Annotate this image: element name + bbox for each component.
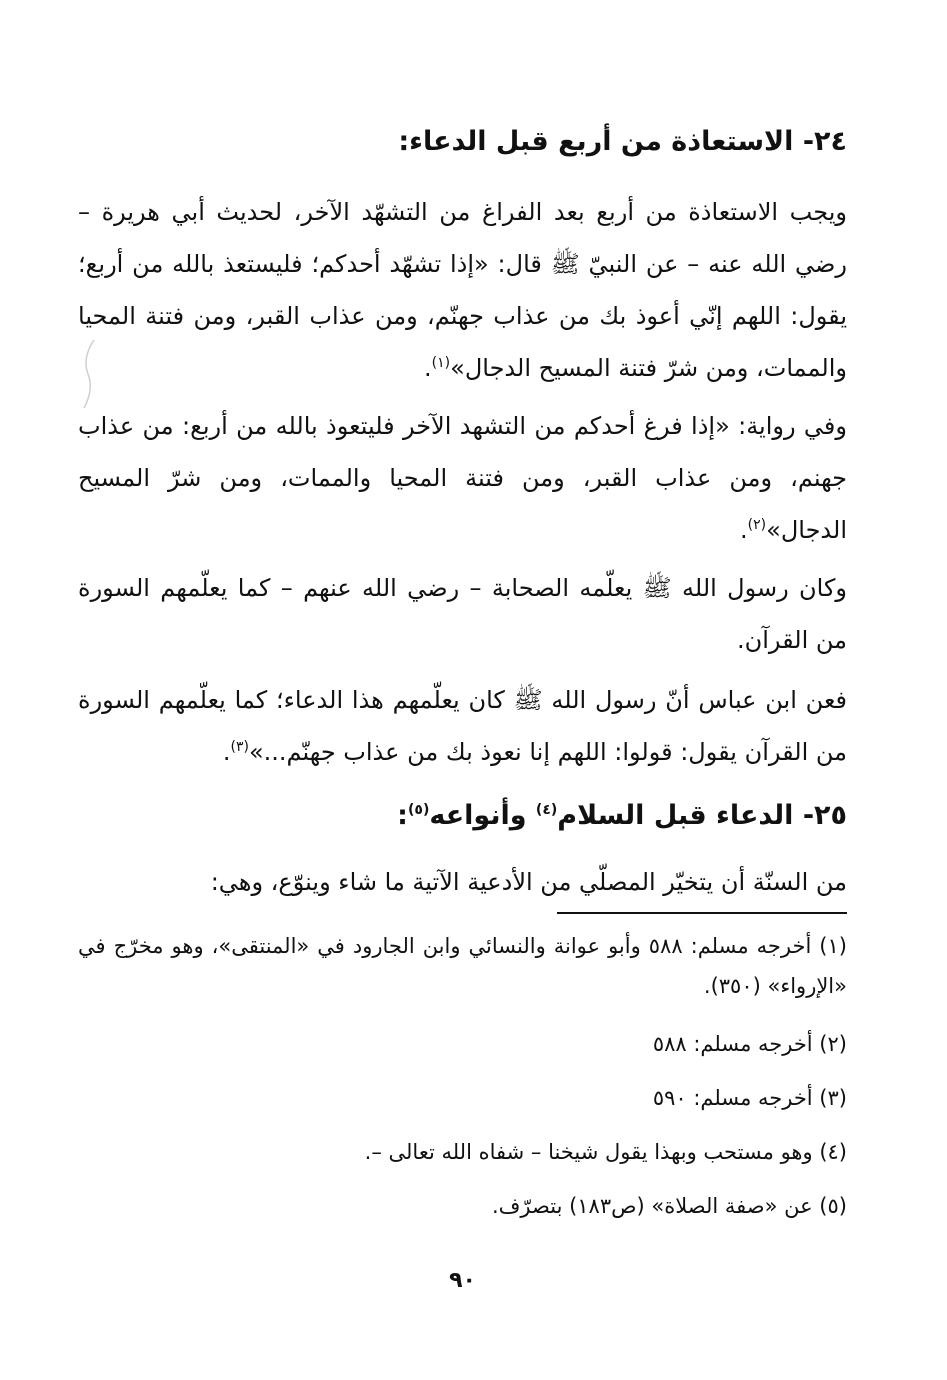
paragraph-3-text: وكان رسول الله ﷺ يعلّمه الصحابة – رضي الله عنهم – كما يعلّمهم السورة من القرآن. [78,574,847,654]
footnote-4: (٤) وهو مستحب وبهذا يقول شيخنا – شفاه الله تعالى –. [364,1140,847,1164]
paragraph-4 [78,674,847,778]
heading-25-main: ٢٥- الدعاء قبل السلام [557,800,847,831]
heading-25-mid: وأنواعه [429,800,536,831]
paragraph-1 [78,186,847,394]
section-heading-25 [78,796,847,836]
book-page [78,0,847,1380]
footnote-ref-1: (١) [431,355,451,371]
paragraph-5: من السنّة أن يتخيّر المصلّي من الأدعية الآتية ما شاء وينوّع، وهي: [210,868,847,896]
section-heading-24: ٢٤- الاستعاذة من أربع قبل الدعاء: [398,126,847,157]
page-number: ٩٠ [449,1268,476,1293]
heading-25-end: : [397,800,408,831]
footnote-ref-5: (٥) [407,802,430,818]
footnote-3: (٣) أخرجه مسلم: ٥٩٠ [652,1086,847,1110]
footnote-1: (١) أخرجه مسلم: ٥٨٨ وأبو عوانة والنسائي وابن الجارود في «المنتقى»، وهو مخرّج في «الإرواء» (٣٥٠). [78,934,847,998]
margin-bracket-mark [78,338,102,410]
footnote-ref-4: (٤) [535,802,558,818]
paragraph-3 [78,562,847,666]
paragraph-2-text: وفي رواية: «إذا فرغ أحدكم من التشهد الآخر فليتعوذ بالله من أربع: من عذاب جهنم، ومن عذاب القبر، ومن فتنة المحيا والممات، ومن شرّ المسيح الدجال» [78,412,847,544]
footnote-5: (٥) عن «صفة الصلاة» (ص١٨٣) بتصرّف. [491,1194,847,1218]
footnote-separator [557,912,847,914]
paragraph-1-end: . [424,354,432,382]
paragraph-2 [78,400,847,556]
paragraph-1-text: ويجب الاستعاذة من أربع بعد الفراغ من التشهّد الآخر، لحديث أبي هريرة – رضي الله عنه – عن النبيّ ﷺ قال: «إذا تشهّد أحدكم؛ فليستعذ بالله من أربع؛ يقول: اللهم إنّي أعوذ بك من عذاب جهنّم، ومن عذاب القبر، ومن فتنة المحيا والممات، ومن شرّ فتنة المسيح الدجال» [78,198,847,382]
footnote-ref-2: (٢) [747,517,767,533]
paragraph-4-text: فعن ابن عباس أنّ رسول الله ﷺ كان يعلّمهم هذا الدعاء؛ كما يعلّمهم السورة من القرآن يقول: قولوا: اللهم إنا نعوذ بك من عذاب جهنّم...» [78,686,847,766]
footnote-2: (٢) أخرجه مسلم: ٥٨٨ [652,1032,847,1056]
paragraph-4-end: . [222,738,231,766]
paragraph-2-end: . [740,516,748,544]
footnote-ref-3: (٣) [230,739,249,755]
